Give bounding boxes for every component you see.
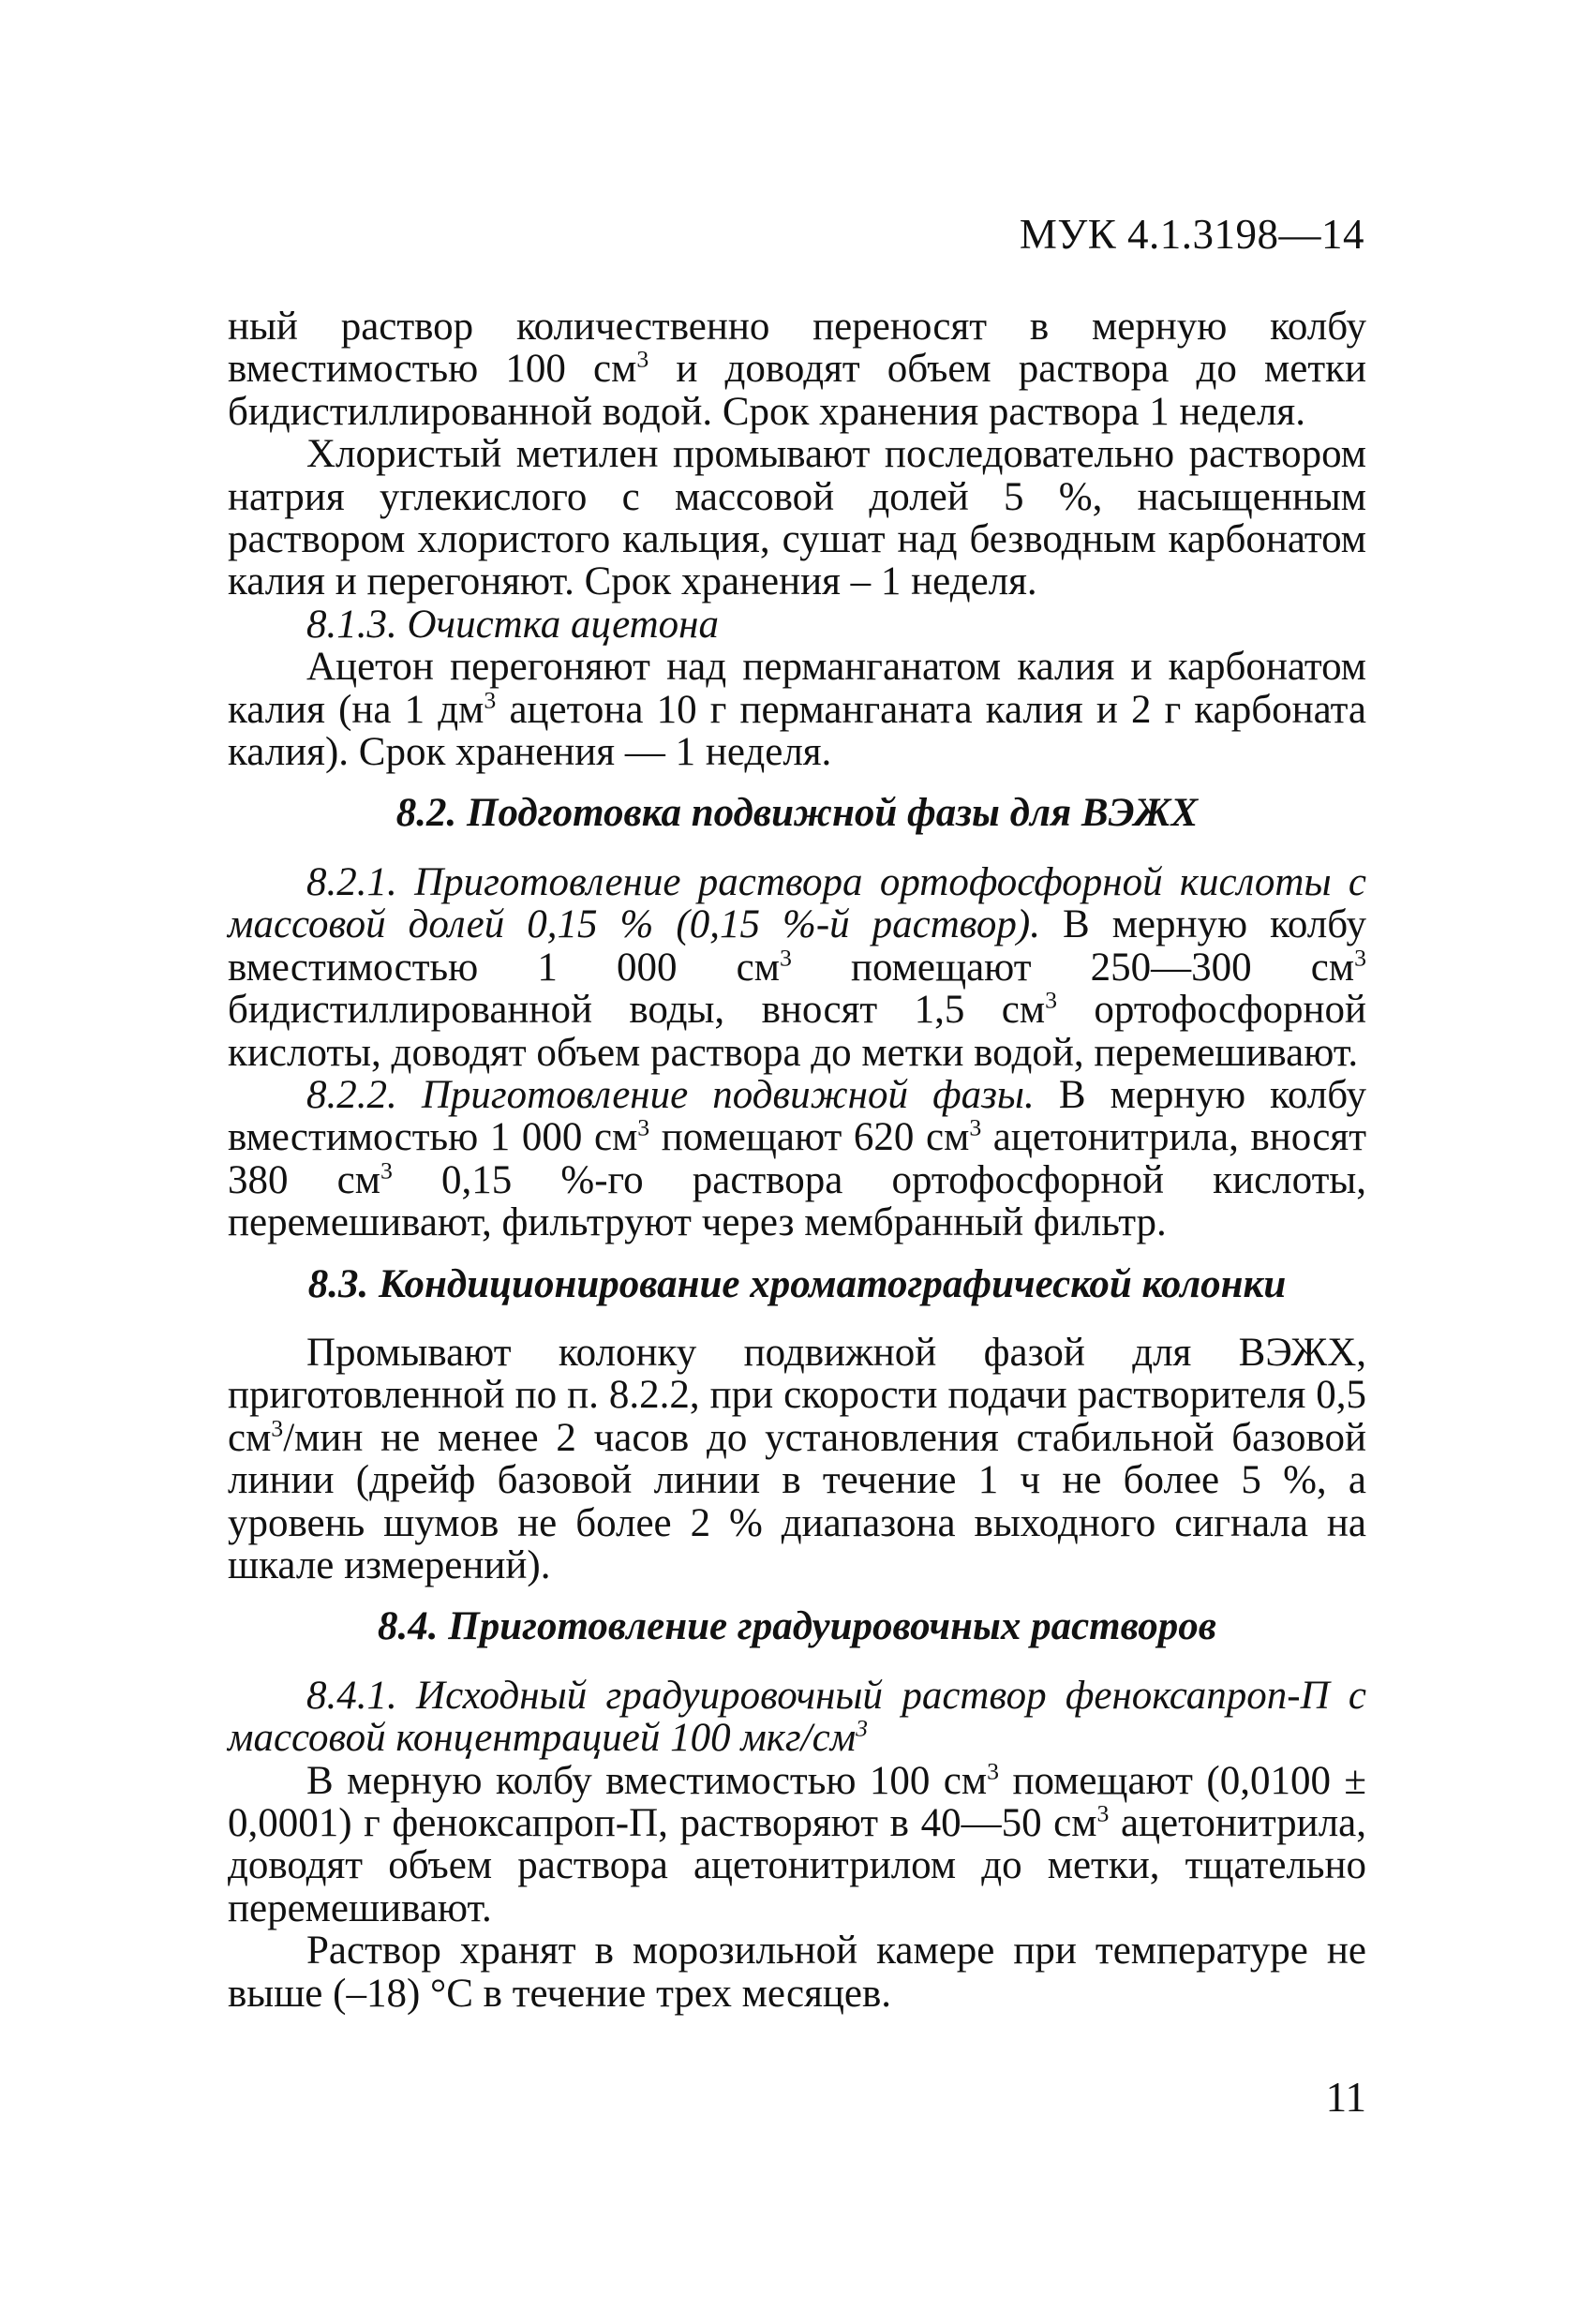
superscript: 3 bbox=[969, 1113, 982, 1141]
paragraph: Ацетон перегоняют над перманганатом калия и карбонатом калия (на 1 $дм^3$ ацетона 10 г перманганата калия и 2 г карбоната калия). Срок хранения — 1 неделя. bbox=[228, 645, 1366, 775]
superscript: 3 bbox=[1096, 1799, 1110, 1827]
superscript: 3 bbox=[779, 944, 792, 972]
subsection-title: 8.4.1. Исходный градуировочный раствор феноксапроп-П с массовой концентрацией 100 мкг/$см^3$ bbox=[228, 1673, 1366, 1761]
superscript: 3 bbox=[1354, 944, 1366, 972]
paragraph: 8.2.1. Приготовление раствора ортофосфорной кислоты с массовой долей 0,15 % (0,15 %-й раствор). В мерную колбу вместимостью 1 000 $см^3$ помещают 250—300 $см^3$ бидистиллированной воды, вносят 1,5 $см^3$ ортофосфорной кислоты, доводят объем раствора до метки водой, перемешивают. bbox=[228, 859, 1366, 1075]
page-number: 11 bbox=[1325, 2074, 1366, 2121]
document-body bbox=[228, 305, 1366, 2015]
superscript: 3 bbox=[987, 1757, 1000, 1785]
superscript: 3 bbox=[637, 1113, 650, 1141]
section-heading: 8.2. Подготовка подвижной фазы для ВЭЖХ bbox=[395, 791, 1199, 836]
superscript: 3 bbox=[380, 1156, 393, 1184]
paragraph: Раствор хранят в морозильной камере при температуре не выше (–18) °С в течение трех месяцев. bbox=[228, 1929, 1366, 2016]
subsection-title: 8.2.1. Приготовление раствора ортофосфорной кислоты с массовой долей 0,15 % (0,15 %-й раствор). bbox=[228, 859, 1366, 947]
paragraph: ный раствор количественно переносят в мерную колбу вместимостью 100 $см^3$ и доводят объем раствора до метки бидистиллированной водой. Срок хранения раствора 1 неделя. bbox=[228, 305, 1367, 434]
section-heading: 8.3. Кондиционирование хроматографической колонки bbox=[307, 1261, 1287, 1306]
section-heading: 8.4. Приготовление градуировочных растворов bbox=[378, 1604, 1216, 1649]
superscript: 3 bbox=[1045, 986, 1057, 1014]
paragraph: Хлористый метилен промывают последовательно раствором натрия углекислого с массовой долей 5 %, насыщенным раствором хлористого кальция, сушат над безводным карбонатом калия и перегоняют. Срок хранения – 1 неделя. bbox=[228, 432, 1366, 604]
paragraph: 8.2.2. Приготовление подвижной фазы. В мерную колбу вместимостью 1 000 $см^3$ помещают 620 $см^3$ ацетонитрила, вносят 380 $см^3$ 0,15 %-го раствора ортофосфорной кислоты, перемешивают, фильтруют через мембранный фильтр. bbox=[228, 1072, 1366, 1245]
document-code: МУК 4.1.3198—14 bbox=[1019, 211, 1364, 258]
superscript: 3 bbox=[856, 1714, 869, 1742]
superscript: 3 bbox=[271, 1414, 284, 1442]
superscript: 3 bbox=[636, 345, 649, 373]
superscript: 3 bbox=[484, 686, 497, 714]
subsection-title: 8.1.3. Очистка ацетона bbox=[306, 602, 719, 647]
subsection-title: 8.2.2. Приготовление подвижной фазы. bbox=[306, 1072, 1035, 1117]
paragraph: Промывают колонку подвижной фазой для ВЭЖХ, приготовленной по п. 8.2.2, при скорости подачи растворителя 0,5 $см^3$/мин не менее 2 часов до установления стабильной базовой линии (дрейф базовой линии в течение 1 ч не более 5 %, а уровень шумов не более 2 % диапазона выходного сигнала на шкале измерений). bbox=[228, 1330, 1366, 1587]
paragraph: В мерную колбу вместимостью 100 $см^3$ помещают (0,0100 ± 0,0001) г феноксапроп-П, растворяют в 40—50 $см^3$ ацетонитрила, доводят объем раствора ацетонитрилом до метки, тщательно перемешивают. bbox=[228, 1757, 1367, 1930]
